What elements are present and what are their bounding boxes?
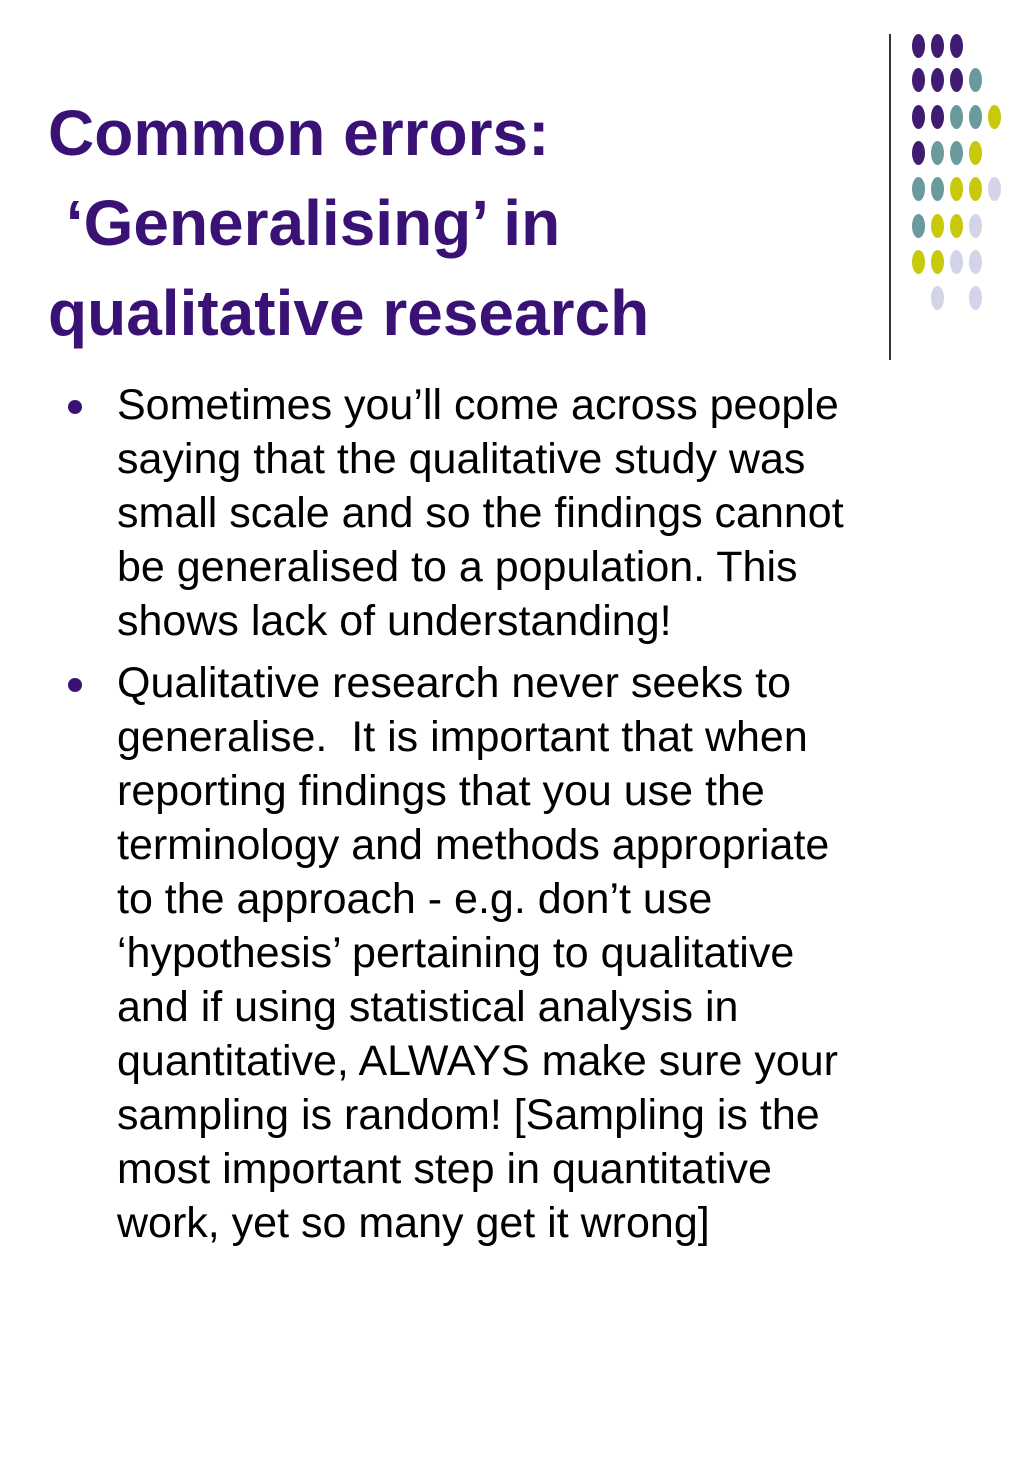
decorative-dot (969, 177, 982, 201)
bullet-line: quantitative, ALWAYS make sure your (117, 1037, 838, 1085)
decorative-dot (912, 34, 925, 58)
decorative-dot (969, 214, 982, 238)
decorative-dot (950, 141, 963, 165)
decorative-dot (950, 214, 963, 238)
title-line: ‘Generalising’ in (48, 187, 561, 259)
decorative-dot (912, 68, 925, 92)
bullet-line: shows lack of understanding! (117, 597, 672, 645)
bullet-line: Sometimes you’ll come across people (117, 381, 839, 429)
bullet-line: Qualitative research never seeks to (117, 659, 791, 707)
bullet-line: most important step in quantitative (117, 1145, 772, 1193)
decorative-dot (988, 105, 1001, 129)
bullet-text (117, 656, 966, 1250)
decorative-dot (950, 68, 963, 92)
bullet-line: terminology and methods appropriate (117, 821, 830, 869)
decorative-dot (912, 141, 925, 165)
decorative-dot (931, 214, 944, 238)
decorative-dot (912, 214, 925, 238)
bullet-line: work, yet so many get it wrong] (117, 1199, 710, 1247)
title-line: Common errors: (48, 97, 550, 169)
decorative-dot (950, 105, 963, 129)
decorative-dot (969, 68, 982, 92)
bullet-text (117, 378, 966, 648)
decorative-dot (931, 141, 944, 165)
decorative-dot (931, 250, 944, 274)
decorative-dot (950, 34, 963, 58)
bullet-line: be generalised to a population. This (117, 543, 798, 591)
decorative-dot-pattern (0, 0, 1024, 380)
decorative-dot (931, 34, 944, 58)
bullet-item (66, 656, 966, 1250)
decorative-dot (912, 250, 925, 274)
bullet-line: small scale and so the findings cannot (117, 489, 844, 537)
vertical-divider (889, 34, 891, 360)
decorative-dot (969, 105, 982, 129)
bullet-line: and if using statistical analysis in (117, 983, 739, 1031)
bullet-line: reporting findings that you use the (117, 767, 765, 815)
decorative-dot (931, 286, 944, 310)
bullet-icon (68, 678, 82, 692)
decorative-dot (950, 250, 963, 274)
decorative-dot (931, 105, 944, 129)
decorative-dot (988, 177, 1001, 201)
bullet-line: to the approach - e.g. don’t use (117, 875, 713, 923)
decorative-dot (931, 68, 944, 92)
bullet-list (66, 378, 966, 1258)
decorative-dot (912, 177, 925, 201)
bullet-item (66, 378, 966, 648)
bullet-icon (68, 400, 82, 414)
bullet-line: sampling is random! [Sampling is the (117, 1091, 820, 1139)
bullet-line: ‘hypothesis’ pertaining to qualitative (117, 929, 795, 977)
bullet-line: saying that the qualitative study was (117, 435, 806, 483)
decorative-dot (950, 177, 963, 201)
bullet-line: generalise. It is important that when (117, 713, 808, 761)
decorative-dot (931, 177, 944, 201)
decorative-dot (969, 141, 982, 165)
decorative-dot (969, 250, 982, 274)
decorative-dot (912, 105, 925, 129)
decorative-dot (969, 286, 982, 310)
title-line: qualitative research (48, 277, 650, 349)
